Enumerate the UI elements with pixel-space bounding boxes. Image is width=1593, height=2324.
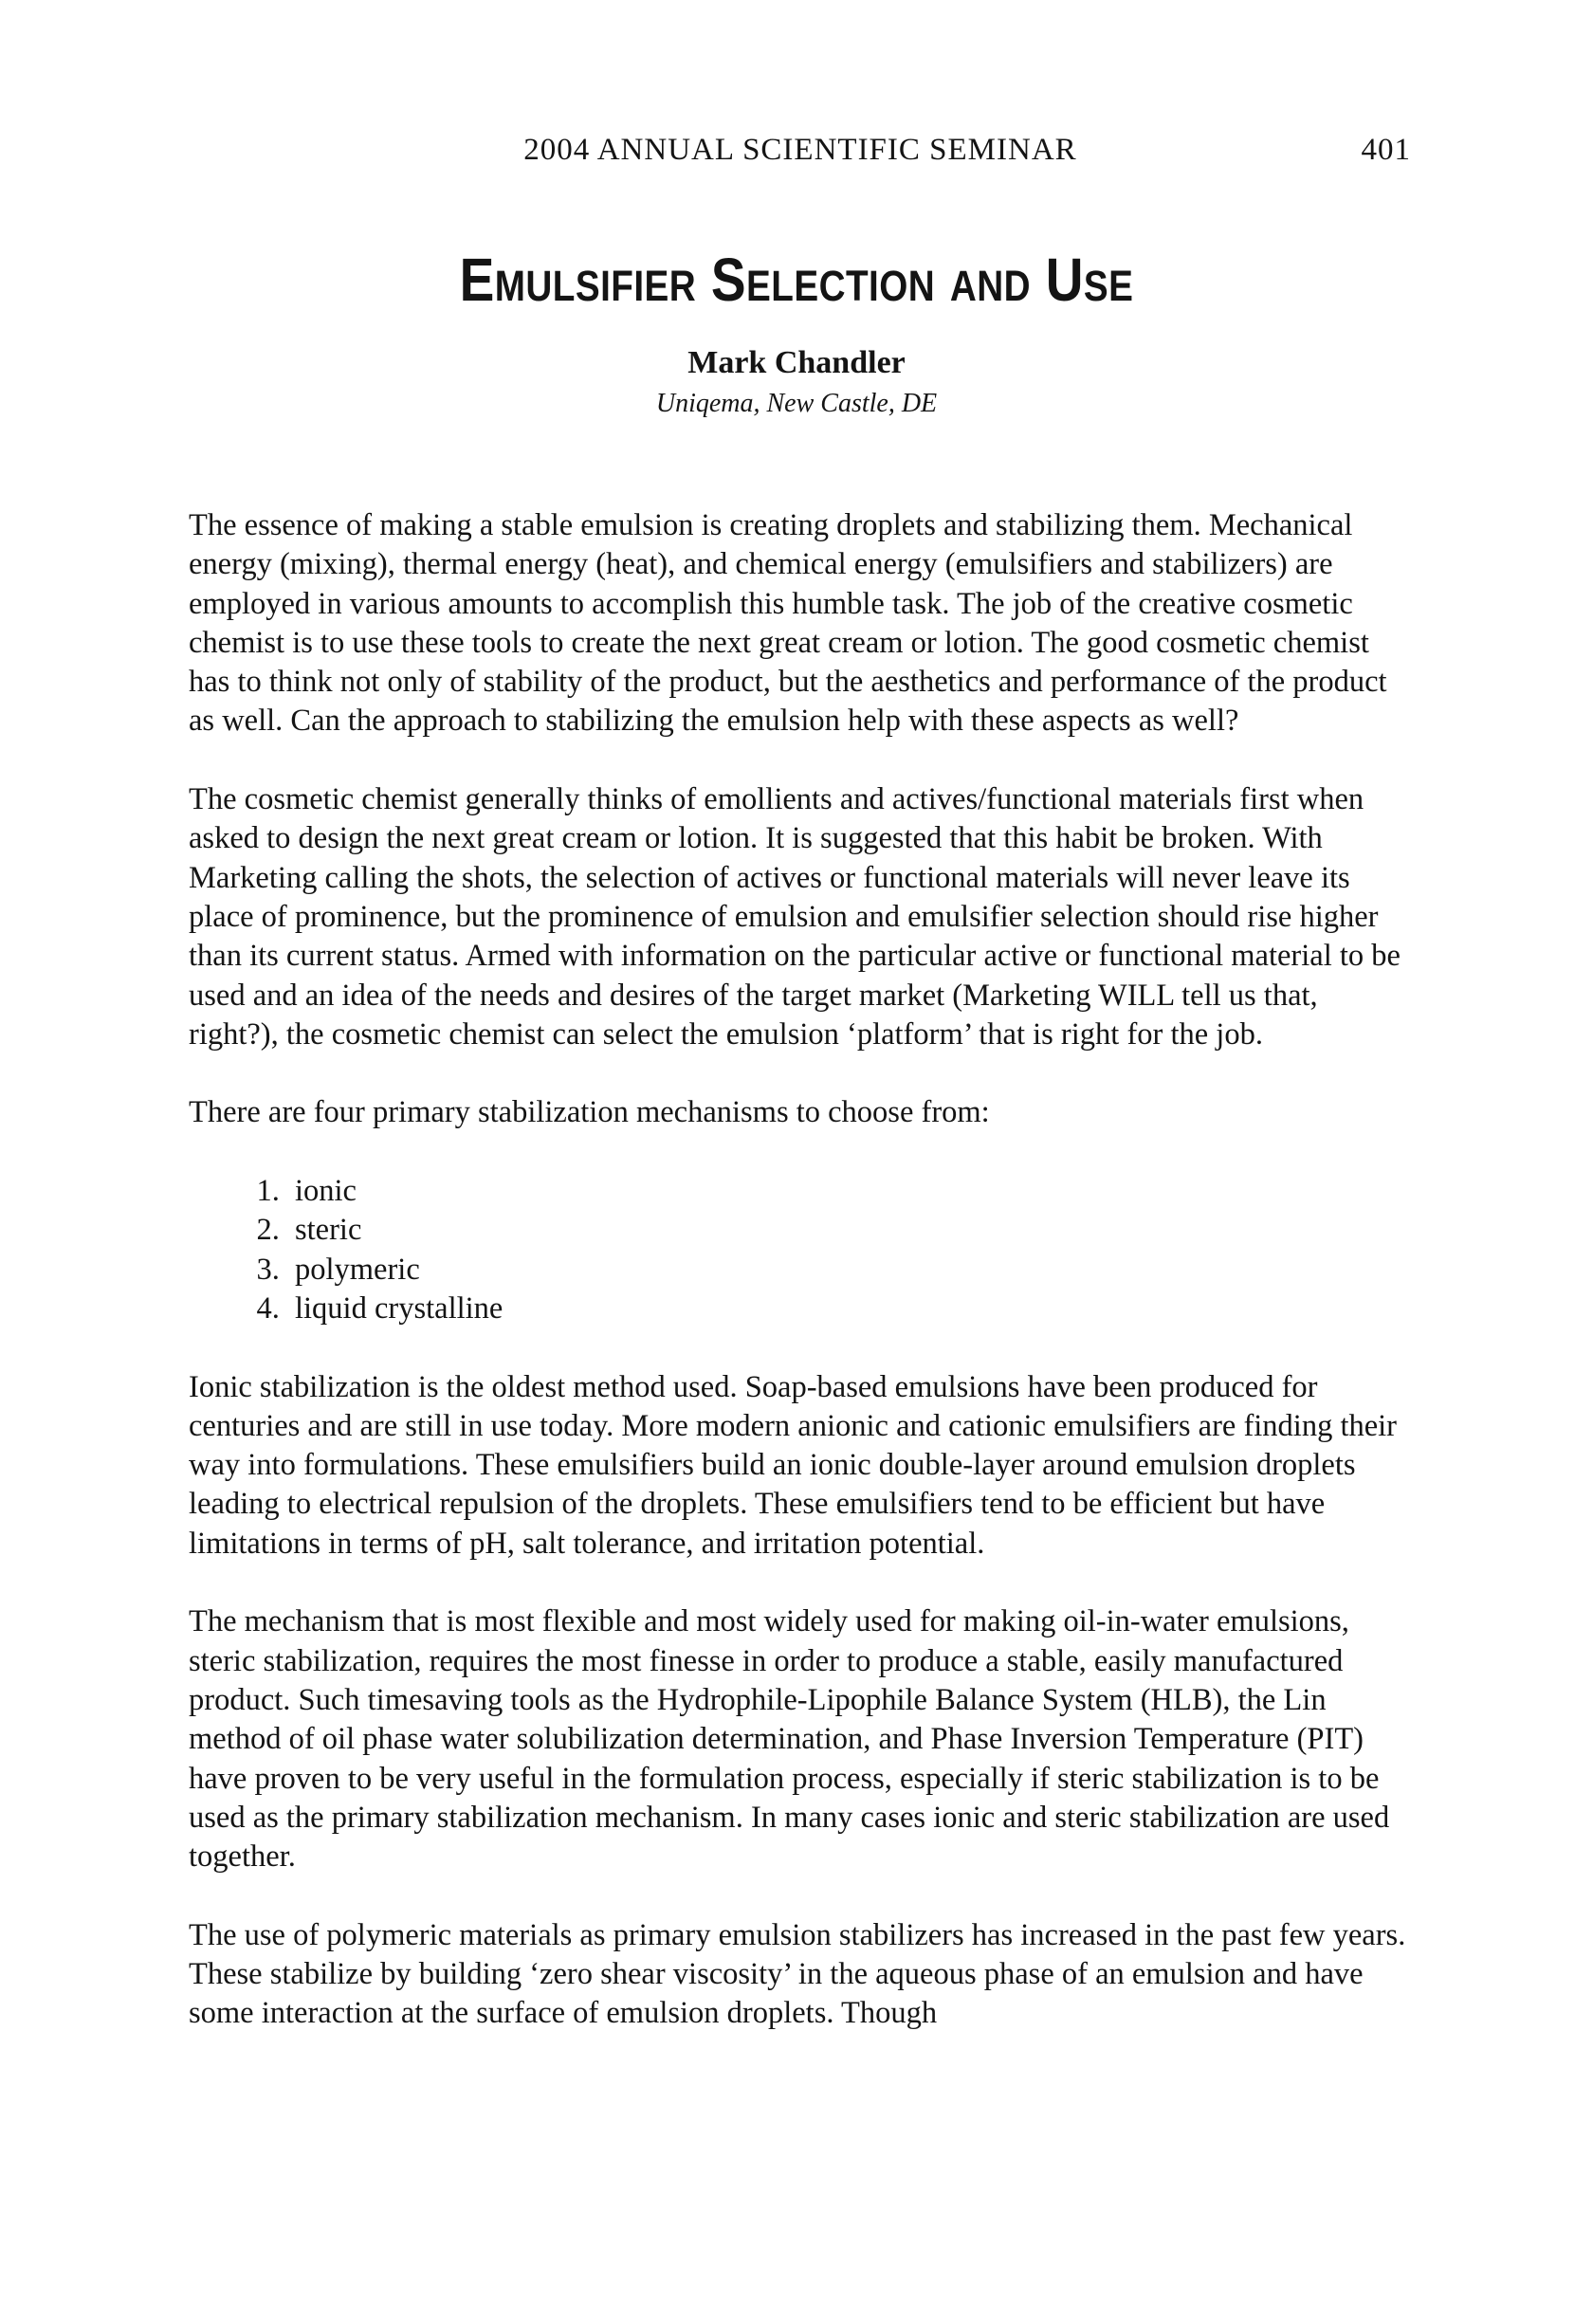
list-item: 3. polymeric <box>287 1251 1412 1290</box>
running-title: 2004 ANNUAL SCIENTIFIC SEMINAR <box>523 133 1077 167</box>
article-body <box>189 506 1412 2073</box>
paragraph: The mechanism that is most flexible and most widely used for making oil-in-water emulsions, steric stabilization, requires the most finesse in order to produce a stable, easily manufactured product. Such timesaving tools as the Hydrophile-Lipophile Balance System (HLB), the Lin method of oil phase water solubilization determination, and Phase Inversion Temperature (PIT) have proven to be very useful in the formulation process, especially if steric stabilization is to be used as the primary stabilization mechanism. In many cases ionic and steric stabilization are used together. <box>189 1604 1390 1875</box>
mechanism-list <box>189 1172 1412 1328</box>
paragraph: The use of polymeric materials as primary emulsion stabilizers has increased in the past few years. These stabilize by building ‘zero shear viscosity’ in the aqueous phase of an emulsion and have some interaction at the surface of emulsion droplets. Though <box>189 1917 1406 2031</box>
list-item: 1. ionic <box>287 1172 1412 1211</box>
author-name: Mark Chandler <box>687 345 906 380</box>
page-number: 401 <box>1361 133 1411 167</box>
article-title: Emulsifier Selection and Use <box>459 246 1134 314</box>
list-item: 4. liquid crystalline <box>287 1290 1412 1328</box>
list-item: 2. steric <box>287 1211 1412 1250</box>
running-header <box>190 133 1411 174</box>
author-affiliation: Uniqema, New Castle, DE <box>655 389 938 418</box>
paragraph: The cosmetic chemist generally thinks of emollients and actives/functional materials first when asked to design the next great cream or lotion. It is suggested that this habit be broken. With Marketing calling the shots, the selection of actives or functional materials will never leave its place of prominence, but the prominence of emulsion and emulsifier selection should rise higher than its current status. Armed with information on the particular active or functional material to be used and an idea of the needs and desires of the target market (Marketing WILL tell us that, right?), the cosmetic chemist can select the emulsion ‘platform’ that is right for the job. <box>189 782 1401 1052</box>
paragraph: The essence of making a stable emulsion is creating droplets and stabilizing them. Mechanical energy (mixing), thermal energy (heat), and chemical energy (emulsifiers and stabilizers) are employed in various amounts to accomplish this humble task. The job of the creative cosmetic chemist is to use these tools to create the next great cream or lotion. The good cosmetic chemist has to think not only of stability of the product, but the aesthetics and performance of the product as well. Can the approach to stabilizing the emulsion help with these aspects as well? <box>189 508 1387 739</box>
paragraph: There are four primary stabilization mechanisms to choose from: <box>189 1095 990 1130</box>
paragraph: Ionic stabilization is the oldest method used. Soap-based emulsions have been produced for centuries and are still in use today. More modern anionic and cationic emulsifiers are finding their way into formulations. These emulsifiers build an ionic double-layer around emulsion droplets leading to electrical repulsion of the droplets. These emulsifiers tend to be efficient but have limitations in terms of pH, salt tolerance, and irritation potential. <box>189 1369 1398 1561</box>
